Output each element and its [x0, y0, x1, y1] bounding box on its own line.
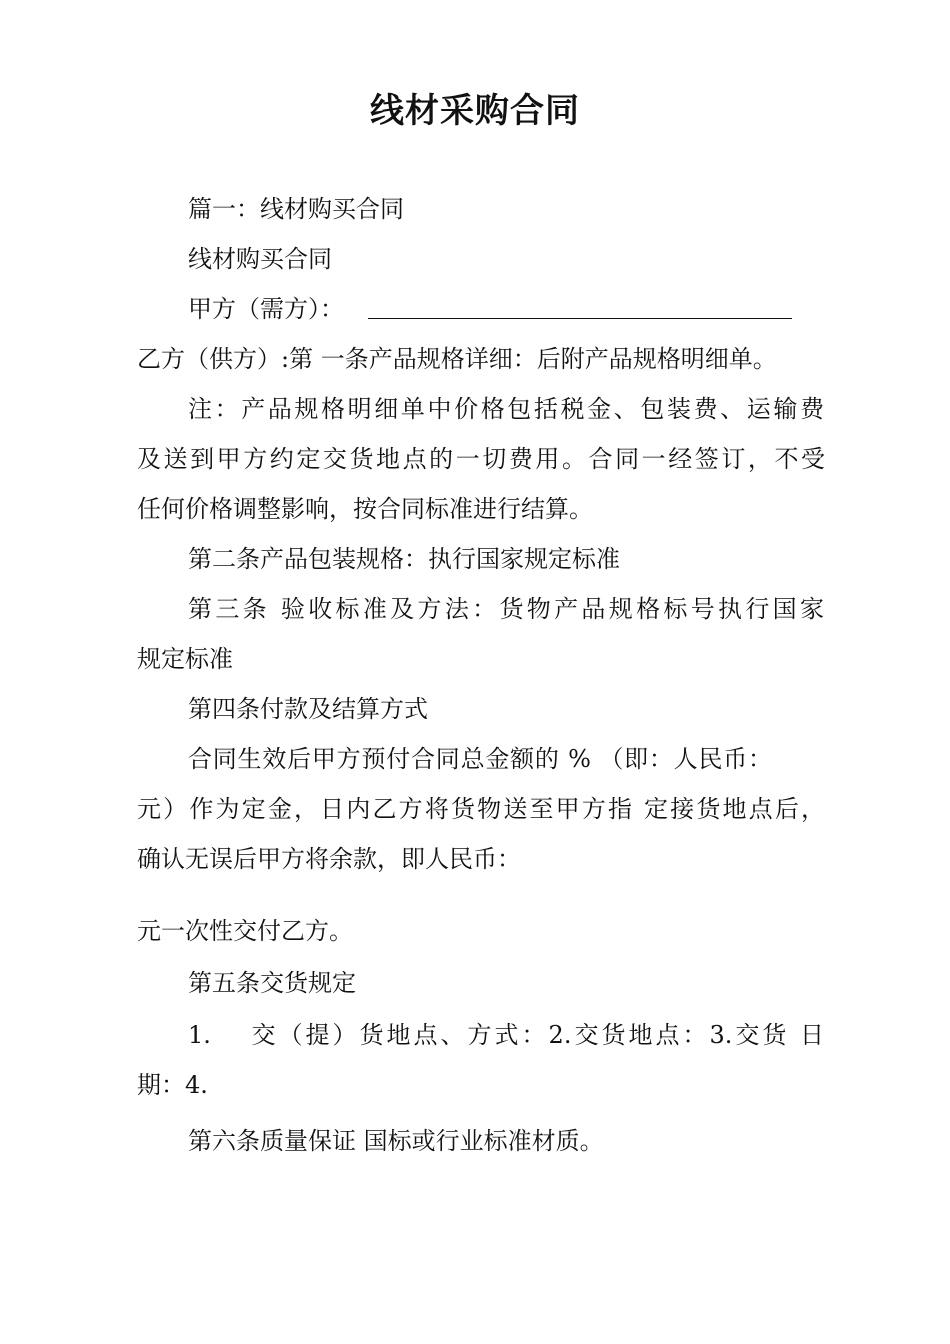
party-b-line: 乙方（供方）:第 一条产品规格详细：后附产品规格明细单。 — [137, 345, 777, 373]
note-line-3: 任何价格调整影响，按合同标准进行结算。 — [137, 495, 593, 523]
article-5-line-2: 期：4. — [137, 1071, 208, 1099]
article-6-line: 第六条质量保证 国标或行业标准材质。 — [188, 1127, 604, 1155]
article-4-line-1: 合同生效后甲方预付合同总金额的 % （即：人民币： — [188, 745, 772, 773]
article-4-line-4: 元一次性交付乙方。 — [137, 917, 353, 945]
document-title: 线材采购合同 — [370, 91, 580, 131]
party-a-line: 甲方（需方）： — [188, 295, 344, 323]
article-3-line-2: 规定标准 — [137, 645, 233, 673]
note-line-2: 及送到甲方约定交货地点的一切费用。合同一经签订，不受 — [137, 445, 825, 473]
text-line-1: 篇一：线材购买合同 — [188, 195, 404, 223]
article-4-line-2: 元）作为定金，日内乙方将货物送至甲方指 定接货地点后， — [137, 795, 825, 823]
article-5-line-1: 1. 交（提）货地点、方式：2.交货地点：3.交货 日 — [188, 1021, 824, 1049]
article-4-line-3: 确认无误后甲方将余款，即人民币： — [137, 845, 521, 873]
text-line-2: 线材购买合同 — [188, 245, 332, 273]
article-5-heading: 第五条交货规定 — [188, 969, 356, 997]
note-line-1: 注：产品规格明细单中价格包括税金、包装费、运输费 — [188, 395, 824, 423]
article-3-line-1: 第三条 验收标准及方法：货物产品规格标号执行国家 — [188, 595, 824, 623]
party-a-blank — [368, 318, 792, 319]
article-2-line: 第二条产品包装规格：执行国家规定标准 — [188, 545, 620, 573]
article-4-heading: 第四条付款及结算方式 — [188, 695, 428, 723]
